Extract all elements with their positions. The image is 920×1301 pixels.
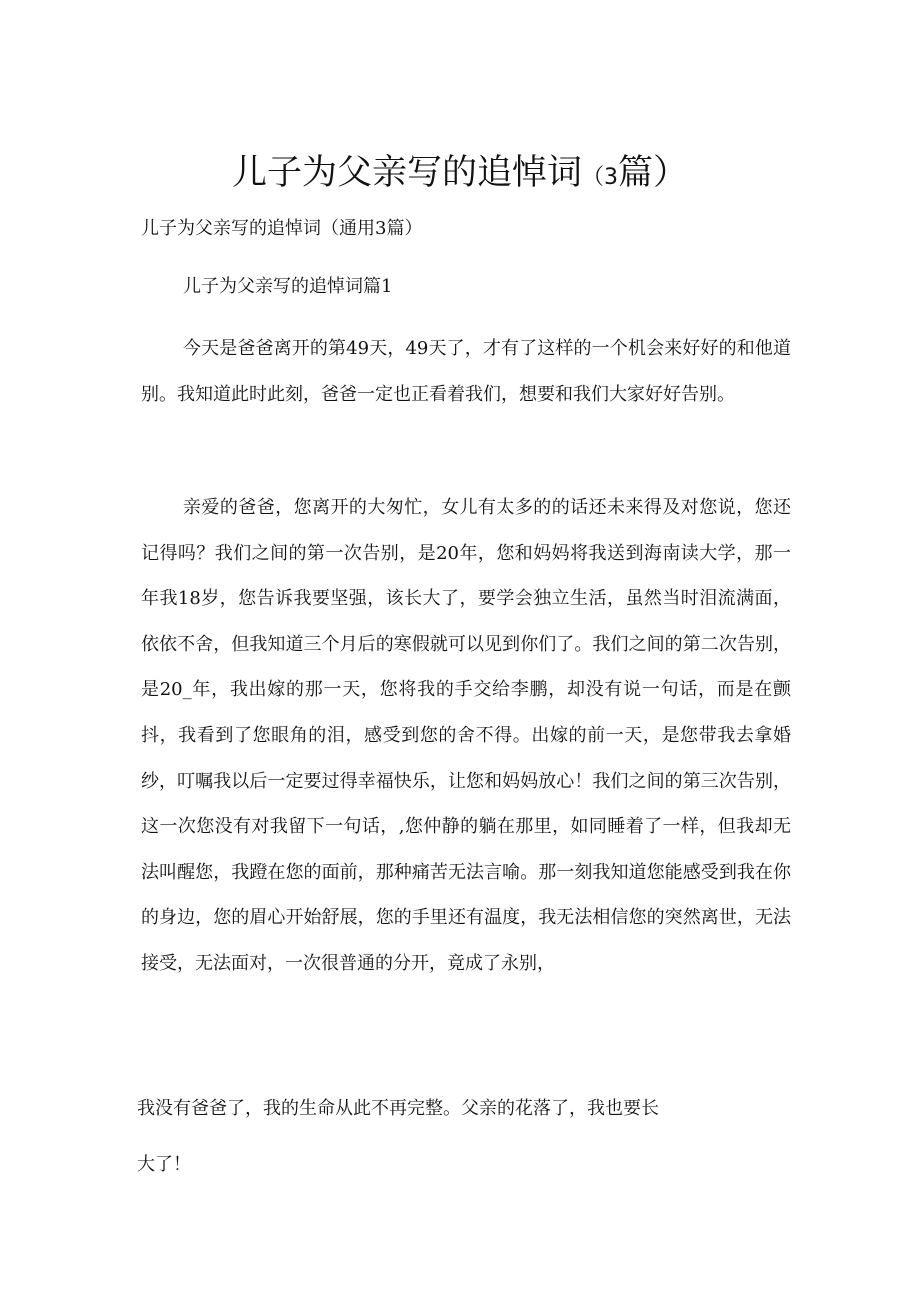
document-title: [0, 148, 920, 203]
paragraph-2: 亲爱的爸爸，您离开的大匆忙，女儿有太多的的话还未来得及对您说，您还记得吗？我们之间的第一次告别，是20年，您和妈妈将我送到海南读大学，那一年我18岁，您告诉我要坚强，该长大了，要学会独立生活，虽然当时泪流满面，依依不舍，但我知道三个月后的寒假就可以见到你们了。我们之间的第二次告别，是20_年，我出嫁的那一天，您将我的手交给李鹏，却没有说一句话，而是在颤抖，我看到了您眼角的泪，感受到您的舍不得。出嫁的前一天，是您带我去拿婚纱，叮嘱我以后一定要过得幸福快乐，让您和妈妈放心！我们之间的第三次告别，这一次您没有对我留下一句话，,您仲静的躺在那里，如同睡着了一样，但我却无法叫醒您，我蹬在您的面前，那种痛苦无法言喻。那一刻我知道您能感受到我在你的身边，您的眉心开始舒展，您的手里还有温度，我无法相信您的突然离世，无法接受，无法面对，一次很普通的分开，竟成了永别，: [141, 497, 791, 974]
closing-line: 我没有爸爸了，我的生命从此不再完整。父亲的花落了，我也要长: [137, 1098, 659, 1119]
title-paren-open: （: [581, 165, 604, 190]
closing-paragraph: [137, 1086, 787, 1187]
closing-tail: 大了！: [137, 1153, 191, 1175]
title-count: 3: [604, 165, 618, 190]
document-subtitle: 儿子为父亲写的追悼词（通用3篇）: [141, 218, 423, 239]
paragraph-1: 今天是爸爸离开的第49天，49天了，才有了这样的一个机会来好好的和他道别。我知道此时此刻，爸爸一定也正看着我们，想要和我们大家好好告别。: [141, 338, 791, 405]
title-main: 儿子为父亲写的追悼词: [231, 153, 582, 193]
section-heading: 儿子为父亲写的追悼词篇1: [183, 276, 393, 297]
title-suffix-rest: 篇）: [618, 153, 689, 193]
